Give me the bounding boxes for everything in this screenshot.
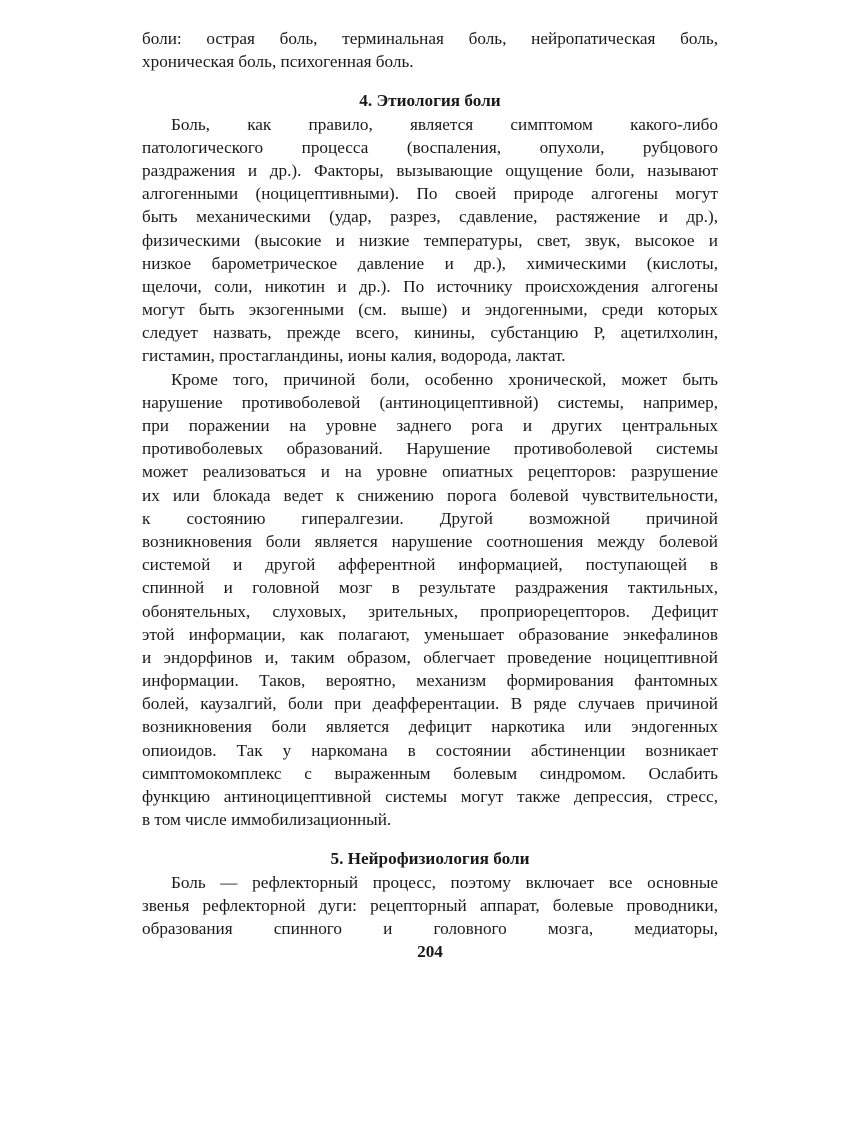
neurophysiology-paragraph-1 bbox=[142, 871, 718, 941]
text-line: и эндорфинов и, таким образом, облегчает проведение ноцицептивной bbox=[142, 647, 718, 667]
spacer bbox=[142, 831, 718, 847]
section-heading-etiology: 4. Этиология боли bbox=[359, 91, 501, 111]
text-line: опиоидов. Так у наркомана в состоянии абстиненции возникает bbox=[142, 740, 718, 760]
text-line: Кроме того, причиной боли, особенно хронической, может быть bbox=[171, 369, 718, 389]
text-line: нарушение противоболевой (антиноцицептивной) системы, например, bbox=[142, 392, 718, 412]
text-line: болей, каузалгий, боли при деафферентации. В ряде случаев причиной bbox=[142, 694, 718, 714]
text-line: гистамин, простагландины, ионы калия, водорода, лактат. bbox=[142, 346, 566, 366]
text-line: при поражении на уровне заднего рога и других центральных bbox=[142, 416, 718, 435]
text-line: быть механическими (удар, разрез, сдавление, растяжение и др.), bbox=[142, 207, 718, 227]
text-line: противоболевых образований. Нарушение противоболевой системы bbox=[142, 439, 718, 459]
etiology-paragraph-2 bbox=[142, 368, 718, 832]
spacer bbox=[142, 73, 718, 89]
text-line: возникновения боли является дефицит наркотика или эндогенных bbox=[142, 717, 718, 737]
text-line: щелочи, соли, никотин и др.). По источнику происхождения алгогены bbox=[142, 276, 718, 296]
section-heading-neurophysiology: 5. Нейрофизиология боли bbox=[330, 849, 530, 869]
text-line: следует назвать, прежде всего, кинины, субстанцию Р, ацетилхолин, bbox=[142, 323, 718, 343]
text-line: к состоянию гипералгезии. Другой возможной причиной bbox=[142, 508, 718, 528]
text-line: возникновения боли является нарушение соотношения между болевой bbox=[142, 531, 718, 551]
text-line: системой и другой афферентной информацией, поступающей в bbox=[142, 555, 718, 575]
text-line: патологического процесса (воспаления, опухоли, рубцового bbox=[142, 137, 718, 157]
text-line: могут быть экзогенными (см. выше) и эндогенными, среди которых bbox=[142, 300, 718, 320]
document-page bbox=[142, 27, 718, 963]
text-line: их или блокада ведет к снижению порога болевой чувствительности, bbox=[142, 485, 718, 505]
text-line: образования спинного и головного мозга, медиаторы, bbox=[142, 918, 718, 938]
text-line: этой информации, как полагают, уменьшает образование энкефалинов bbox=[142, 624, 718, 644]
text-line: алгогенными (ноцицептивными). По своей природе алгогены могут bbox=[142, 184, 718, 204]
etiology-paragraph-1 bbox=[142, 113, 718, 368]
text-line: симптомокомплекс с выраженным болевым синдромом. Ослабить bbox=[142, 763, 718, 783]
text-line: хроническая боль, психогенная боль. bbox=[142, 52, 414, 72]
text-line: Боль, как правило, является симптомом какого-либо bbox=[171, 114, 718, 134]
text-line: в том числе иммобилизационный. bbox=[142, 810, 392, 830]
text-line: функцию антиноцицептивной системы могут также депрессия, стресс, bbox=[142, 787, 718, 806]
page-number: 204 bbox=[417, 942, 443, 962]
text-line: спинной и головной мозг в результате раздражения тактильных, bbox=[142, 578, 718, 598]
text-line: звенья рефлекторной дуги: рецепторный аппарат, болевые проводники, bbox=[142, 895, 718, 915]
text-line: физическими (высокие и низкие температуры, свет, звук, высокое и bbox=[142, 230, 718, 250]
text-line: обонятельных, слуховых, зрительных, проприорецепторов. Дефицит bbox=[142, 601, 718, 621]
text-line: может реализоваться и на уровне опиатных рецепторов: разрушение bbox=[142, 462, 718, 482]
text-line: Боль — рефлекторный процесс, поэтому включает все основные bbox=[171, 872, 718, 892]
intro-paragraph bbox=[142, 27, 718, 73]
text-line: раздражения и др.). Факторы, вызывающие ощущение боли, называют bbox=[142, 160, 718, 180]
text-line: боли: острая боль, терминальная боль, нейропатическая боль, bbox=[142, 29, 718, 48]
text-line: низкое барометрическое давление и др.), химическими (кислоты, bbox=[142, 253, 718, 273]
text-line: информации. Таков, вероятно, механизм формирования фантомных bbox=[142, 671, 718, 691]
